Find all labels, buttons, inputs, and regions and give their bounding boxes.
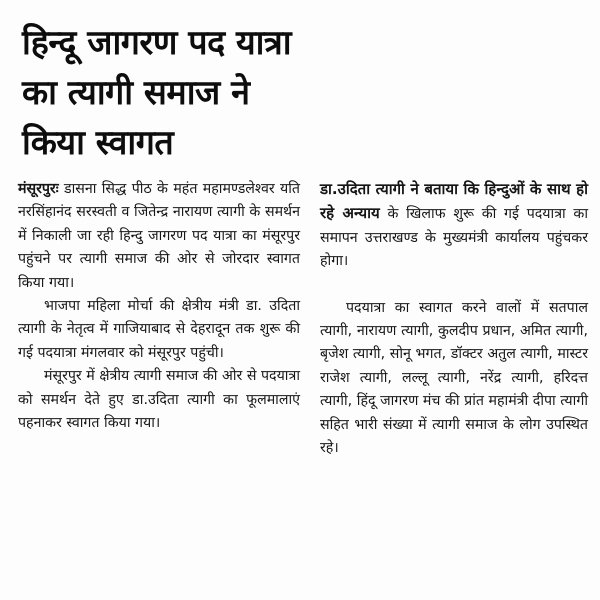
- article-paragraph: भाजपा महिला मोर्चा की क्षेत्रीय मंत्री डा. उदिता त्यागी के नेतृत्व में गाजियाबाद से देहरादून तक शुरू की गई पदयात्रा मंगलवार को मंसूरपुर पहुंची।: [18, 298, 300, 361]
- paragraph-text: डासना सिद्ध पीठ के महंत महामण्डलेश्वर यति नरसिंहानंद सरस्वती व जितेन्द्र नारायण त्यागी के समर्थन में निकाली जा रही हिन्दु जागरण पद यात्रा का मंसूरपुर पहुंचने पर त्यागी समाज की ओर से जोरदार स्वागत किया गया।: [18, 181, 300, 291]
- headline: [22, 18, 322, 168]
- headline-line-3: किया स्वागत: [22, 123, 174, 163]
- article-paragraph: पदयात्रा का स्वागत करने वालों में सतपाल त्यागी, नारायण त्यागी, कुलदीप प्रधान, अमित त्यागी, बृजेश त्यागी, सोनू भगत, डॉक्टर अतुल त्यागी, मास्टर राजेश त्यागी, लल्लू त्यागी, नरेंद्र त्यागी, हरिदत्त त्यागी, हिंदू जागरण मंच की प्रांत महामंत्री दीपा त्यागी सहित भारी संख्या में त्यागी समाज के लोग उपस्थित रहे।: [320, 299, 588, 457]
- headline-line-2: का त्यागी समाज ने: [22, 73, 250, 113]
- highlighted-text: डा.उदिता त्यागी ने बताया कि हिन्दुओं के साथ हो रहे अन्याय: [320, 180, 588, 223]
- dateline: मंसूरपुरः: [18, 181, 59, 197]
- paragraph-text: के खिलाफ शुरू की गई पदयात्रा का समापन उत्तराखण्ड के मुख्यमंत्री कार्यालय पहुंचकर होगा।: [320, 206, 588, 270]
- article-column-right: [320, 178, 588, 460]
- article-paragraph: मंसूरपुर में क्षेत्रीय त्यागी समाज की ओर से पदयात्रा को समर्थन देते हुए डा.उदिता त्यागी का फूलमालाएं पहनाकर स्वागत किया गया।: [18, 368, 300, 432]
- headline-line-1: हिन्दू जागरण पद यात्रा: [22, 23, 292, 63]
- article-paragraph: [320, 178, 588, 274]
- article-paragraph: [18, 178, 300, 295]
- article-column-left: [18, 178, 300, 435]
- paragraph-gap: [320, 274, 588, 297]
